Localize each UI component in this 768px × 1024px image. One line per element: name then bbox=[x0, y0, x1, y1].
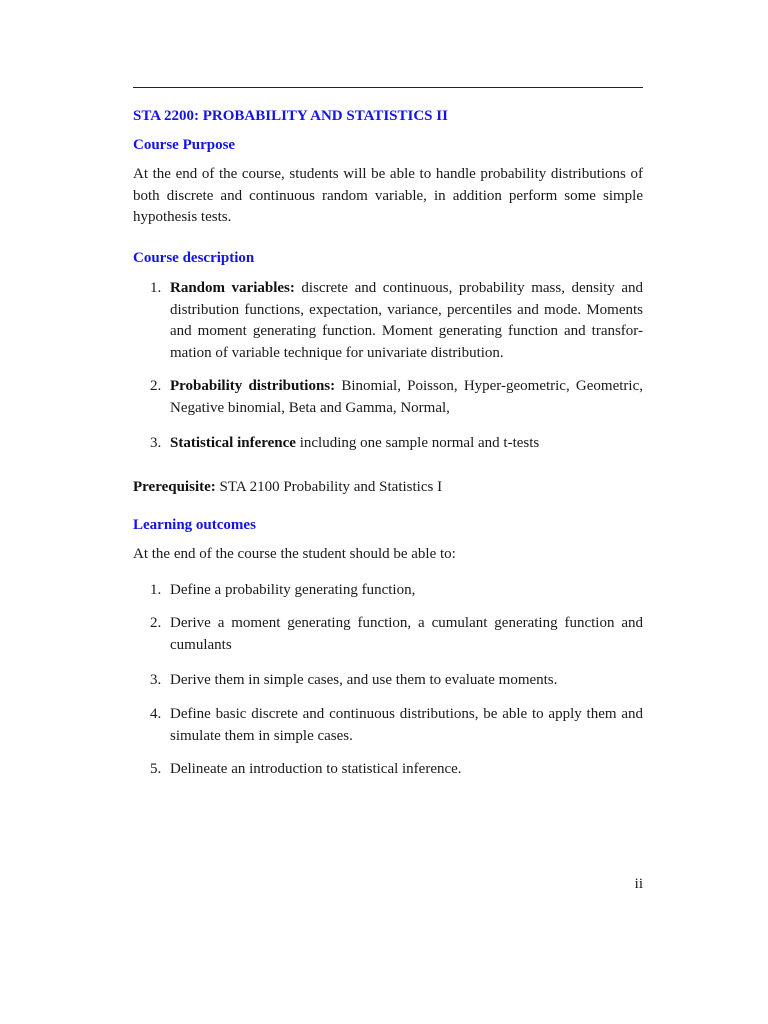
item-bold-label: Random variables: bbox=[170, 280, 295, 296]
list-number: 2. bbox=[150, 378, 162, 394]
list-number: 1. bbox=[150, 280, 162, 296]
list-number: 3. bbox=[150, 435, 162, 451]
item-text: discrete and continuous, probability mass, density and distribution functions, expectation, variance, percentiles and mode. Moments and moment generating function. Moment generating function and transfor-mation of variable technique for univariate distribution. bbox=[170, 280, 643, 361]
item-text: Define basic discrete and continuous distributions, be able to apply them and simulate them in simple cases. bbox=[170, 706, 643, 744]
list-number: 5. bbox=[150, 761, 162, 777]
course-purpose-text: At the end of the course, students will be able to handle probability distributions of both discrete and continuous random variable, in addition perform some simple hypothesis tests. bbox=[133, 166, 643, 225]
list-number: 3. bbox=[150, 672, 162, 688]
prerequisite-label: Prerequisite: bbox=[133, 479, 216, 495]
item-text: Delineate an introduction to statistical inference. bbox=[170, 761, 462, 777]
item-text: Binomial, Poisson, Hyper-geometric, Geometric, Negative binomial, Beta and Gamma, Normal, bbox=[170, 378, 643, 416]
prerequisite-text: STA 2100 Probability and Statistics I bbox=[215, 479, 443, 495]
header-rule bbox=[133, 87, 643, 88]
item-bold-label: Statistical inference bbox=[170, 435, 296, 451]
list-number: 1. bbox=[150, 582, 162, 598]
item-bold-label: Probability distributions: bbox=[170, 378, 336, 394]
list-number: 2. bbox=[150, 615, 162, 631]
prerequisite bbox=[133, 477, 643, 499]
list-number: 4. bbox=[150, 706, 162, 722]
learning-outcomes-heading: Learning outcomes bbox=[133, 517, 256, 533]
page-number: ii bbox=[634, 876, 643, 892]
item-text: Derive them in simple cases, and use them to evaluate moments. bbox=[170, 672, 558, 688]
item-text: Derive a moment generating function, a cumulant generating function and cumulants bbox=[170, 615, 643, 653]
item-text: Define a probability generating function, bbox=[170, 582, 416, 598]
learning-outcomes-intro: At the end of the course the student should be able to: bbox=[133, 546, 456, 562]
course-purpose-heading: Course Purpose bbox=[133, 137, 236, 153]
item-text: including one sample normal and t-tests bbox=[295, 435, 540, 451]
course-title: STA 2200: PROBABILITY AND STATISTICS II bbox=[133, 108, 448, 124]
course-description-heading: Course description bbox=[133, 250, 255, 266]
